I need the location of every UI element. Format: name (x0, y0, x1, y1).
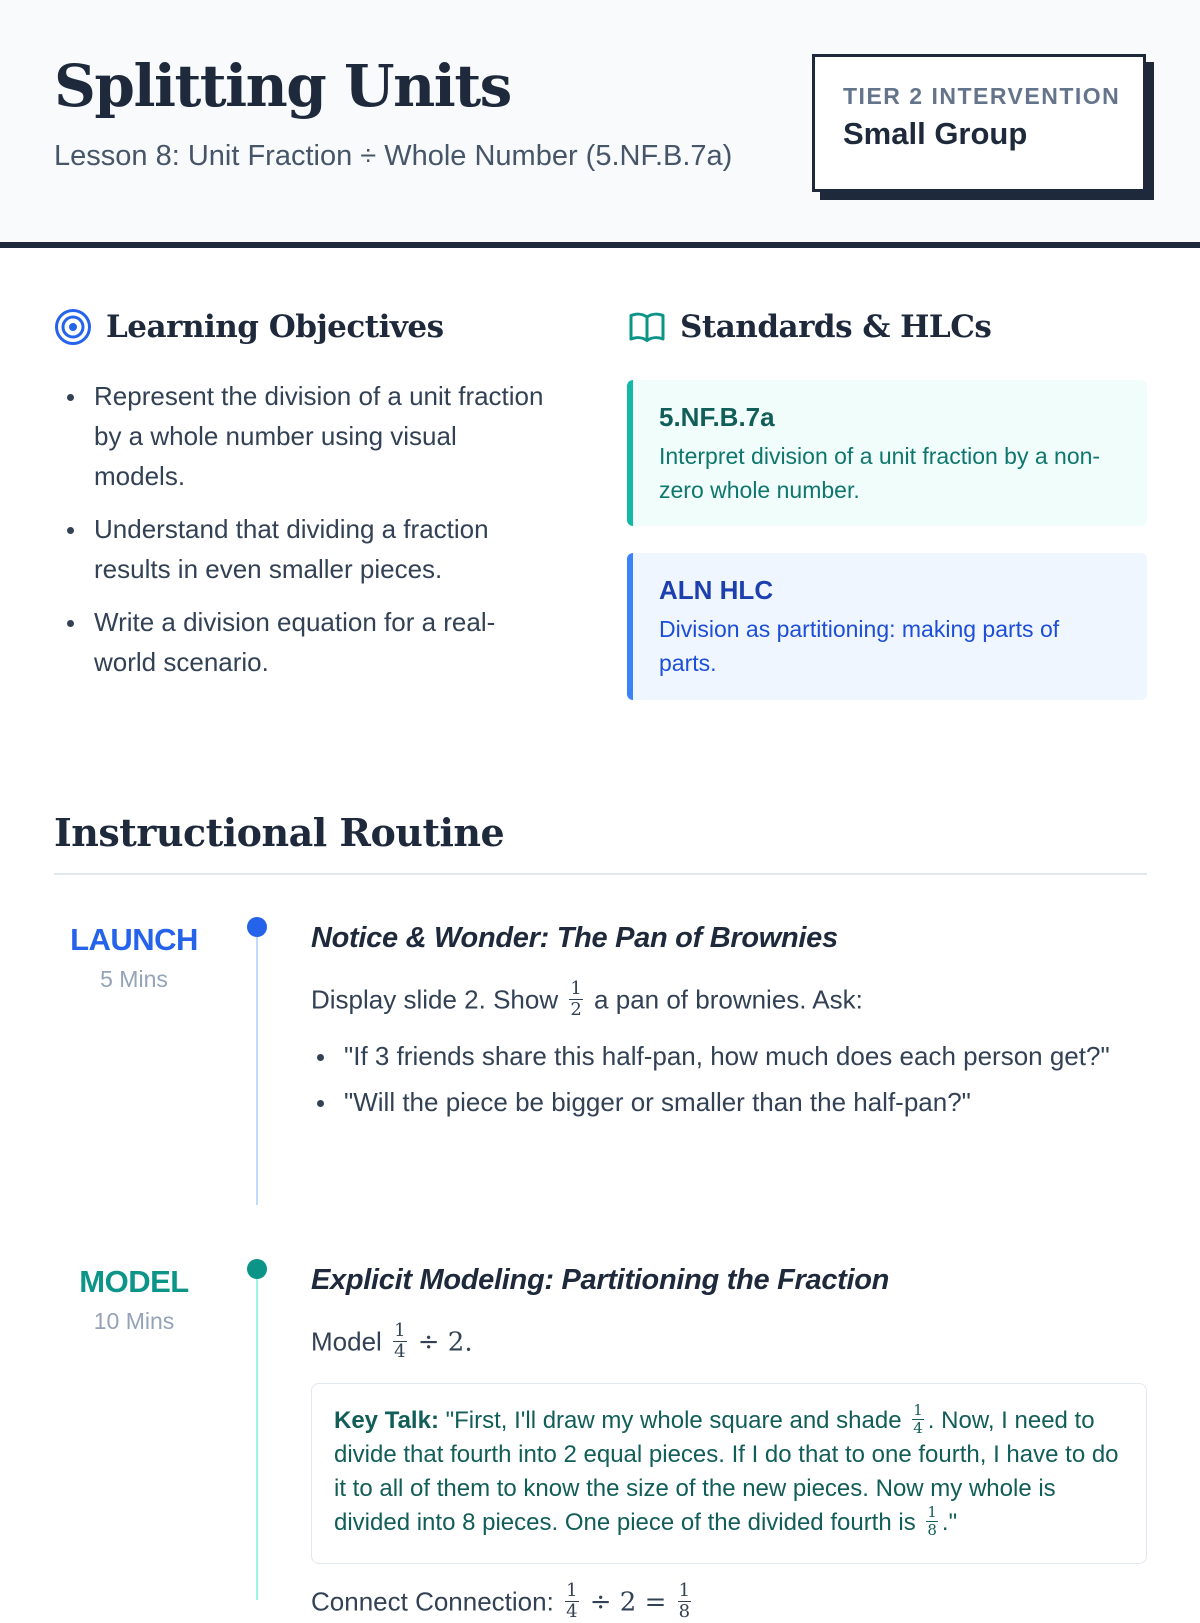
key-talk-text: . Now, I need to divide that fourth into 2 equal pieces. If I do that to one fourth, I have to do it to all of them to know the size of the new pieces. Now my whole is divided into 8 pieces. One piece of the divided fourth is (334, 1407, 1119, 1537)
standards-heading-text: Standards & HLCs (680, 309, 992, 345)
timeline-line-launch (256, 937, 258, 1205)
key-talk-text: "First, I'll draw my whole square and shade (445, 1407, 902, 1434)
intro-text: ÷ 2. (417, 1327, 473, 1358)
fraction-one-eighth: $\frac{1}{8}$ (678, 1580, 691, 1622)
phase-time-launch: 5 Mins (100, 966, 168, 992)
tier-value: Small Group (843, 116, 1028, 151)
standard-code: ALN HLC (659, 575, 774, 605)
question-item: "Will the piece be bigger or smaller than the half-pan?" (311, 1082, 1141, 1122)
timeline-dot-launch (247, 917, 267, 937)
connection-text: Connect Connection: (311, 1586, 554, 1617)
standard-card-5nfb7a (627, 380, 1147, 526)
tier-badge (812, 54, 1146, 192)
connection-line (311, 1580, 695, 1623)
timeline-line-model (256, 1279, 258, 1600)
timeline-dot-model (247, 1259, 267, 1279)
routine-heading: Instructional Routine (54, 810, 505, 855)
fraction-one-half: $\frac{1}{2}$ (570, 978, 582, 1020)
fraction-one-fourth: $\frac{1}{4}$ (566, 1580, 578, 1622)
book-icon (628, 308, 666, 346)
objective-item: Write a division equation for a real-world scenario. (64, 602, 554, 682)
routine-divider (54, 873, 1147, 875)
standard-code: 5.NF.B.7a (659, 402, 775, 432)
step-title-launch: Notice & Wonder: The Pan of Brownies (311, 922, 838, 954)
objectives-heading-text: Learning Objectives (106, 309, 444, 345)
key-talk-label: Key Talk: (334, 1407, 439, 1434)
phase-label-model: MODEL (79, 1264, 189, 1299)
fraction-one-fourth: $\frac{1}{4}$ (913, 1401, 923, 1438)
standard-card-aln-hlc (627, 553, 1147, 700)
tier-label: TIER 2 INTERVENTION (843, 83, 1121, 109)
equation-operator: ÷ 2 = (589, 1587, 667, 1618)
key-talk-text: ." (941, 1509, 958, 1537)
step-intro-launch (311, 978, 863, 1021)
step-title-model: Explicit Modeling: Partitioning the Fraction (311, 1264, 890, 1296)
fraction-one-eighth: $\frac{1}{8}$ (927, 1503, 937, 1540)
intro-text: Model (311, 1326, 382, 1357)
step-intro-model (311, 1320, 473, 1363)
intro-text: Display slide 2. Show (311, 984, 559, 1015)
lesson-header (0, 0, 1200, 248)
objectives-list (64, 376, 554, 695)
standards-heading (628, 308, 991, 346)
objective-item: Understand that dividing a fraction results in even smaller pieces. (64, 509, 554, 589)
objective-item: Represent the division of a unit fraction by a whole number using visual models. (64, 376, 554, 496)
phase-label-launch: LAUNCH (70, 922, 198, 957)
key-talk-box (311, 1383, 1147, 1564)
target-icon (54, 308, 92, 346)
fraction-one-fourth: $\frac{1}{4}$ (394, 1320, 406, 1362)
intro-text: a pan of brownies. Ask: (594, 984, 863, 1015)
objectives-heading (54, 308, 444, 346)
page-subtitle: Lesson 8: Unit Fraction ÷ Whole Number (5.NF.B.7a) (54, 140, 733, 172)
standard-description: Division as partitioning: making parts of parts. (659, 616, 1060, 676)
launch-questions (311, 1036, 1141, 1128)
phase-time-model: 10 Mins (93, 1308, 175, 1334)
standard-description: Interpret division of a unit fraction by a non-zero whole number. (659, 443, 1101, 503)
question-item: "If 3 friends share this half-pan, how much does each person get?" (311, 1036, 1141, 1076)
page-title: Splitting Units (54, 52, 511, 120)
